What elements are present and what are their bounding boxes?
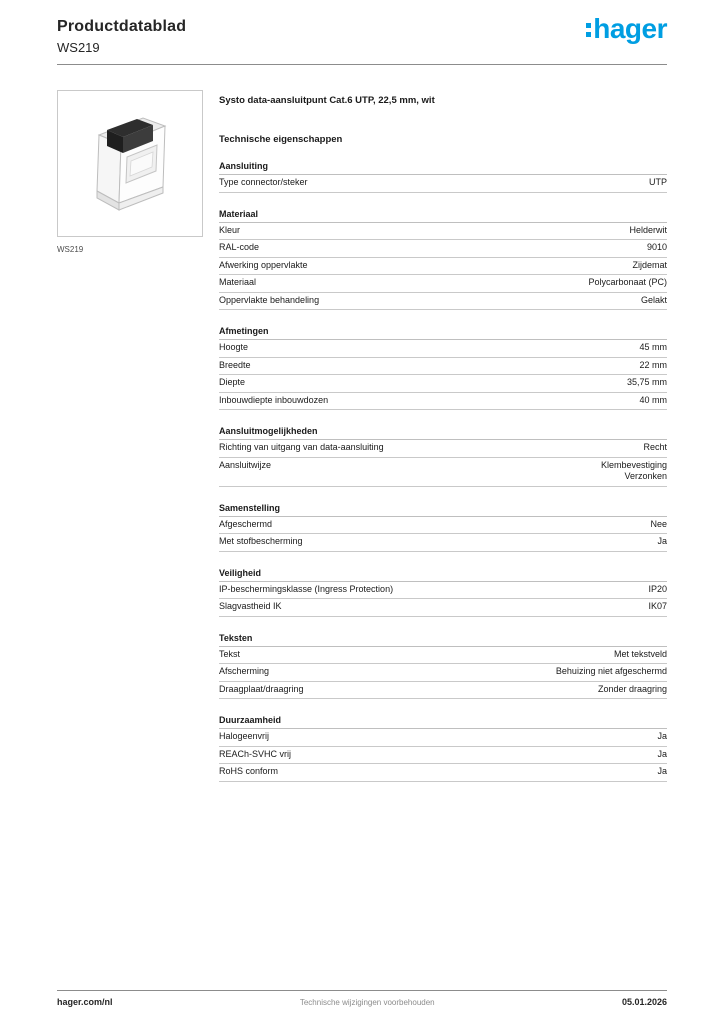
spec-section — [219, 323, 667, 410]
spec-row — [219, 747, 667, 765]
spec-row — [219, 340, 667, 358]
footer-disclaimer: Technische wijzigingen voorbehouden — [299, 998, 435, 1007]
section-heading: Aansluitmogelijkheden — [219, 423, 667, 440]
spec-row — [219, 393, 667, 411]
spec-row — [219, 293, 667, 311]
spec-values — [657, 749, 667, 761]
footer-date: 05.01.2026 — [621, 997, 667, 1007]
section-heading: Samenstelling — [219, 500, 667, 517]
spec-values — [614, 649, 667, 661]
section-heading: Aansluiting — [219, 158, 667, 175]
spec-label: Afgeschermd — [219, 518, 273, 529]
spec-row — [219, 358, 667, 376]
spec-label: Richting van uitgang van data-aansluiting — [219, 442, 384, 452]
spec-row — [219, 458, 667, 487]
page-footer — [57, 997, 667, 1007]
spec-value: Recht — [643, 442, 667, 452]
spec-label: Oppervlakte behandeling — [219, 294, 320, 305]
spec-values — [639, 342, 667, 354]
spec-value: Helderwit — [629, 224, 667, 235]
spec-value: Ja — [657, 748, 667, 759]
spec-row — [219, 664, 667, 682]
header-titles — [57, 18, 186, 55]
spec-values — [643, 442, 667, 454]
spec-label: Kleur — [219, 224, 241, 235]
section-heading: Duurzaamheid — [219, 712, 667, 729]
spec-label: IP-beschermingsklasse (Ingress Protection) — [219, 583, 394, 594]
spec-value: Ja — [657, 766, 667, 776]
spec-values — [639, 360, 667, 372]
spec-value: Behuizing niet afgeschermd — [555, 666, 667, 676]
spec-value: Ja — [657, 536, 667, 546]
spec-values — [647, 242, 667, 254]
spec-values — [657, 766, 667, 778]
spec-values — [627, 377, 667, 389]
spec-section — [219, 712, 667, 782]
spec-row — [219, 682, 667, 700]
spec-values — [601, 460, 667, 483]
spec-value: Nee — [650, 518, 667, 529]
spec-values — [588, 277, 667, 289]
content-area — [57, 90, 667, 782]
spec-label: Met stofbescherming — [219, 536, 303, 546]
spec-label: Type connector/steker — [219, 177, 308, 187]
spec-value: Polycarbonaat (PC) — [588, 277, 667, 287]
section-heading: Teksten — [219, 630, 667, 647]
spec-label: Tekst — [219, 648, 241, 659]
spec-values — [657, 731, 667, 743]
product-reference: WS219 — [57, 40, 100, 55]
footer-divider — [57, 990, 667, 991]
spec-row — [219, 440, 667, 458]
spec-label: Afwerking oppervlakte — [219, 259, 308, 270]
spec-label: Halogeenvrij — [219, 731, 270, 741]
spec-row — [219, 517, 667, 535]
specs-heading: Technische eigenschappen — [219, 134, 343, 145]
product-title: Systo data-aansluitpunt Cat.6 UTP, 22,5 mm, wit — [219, 95, 435, 106]
spec-label: RoHS conform — [219, 766, 279, 776]
spec-value: UTP — [649, 177, 667, 187]
spec-section — [219, 500, 667, 552]
spec-values — [648, 584, 667, 596]
spec-value: Zonder draagring — [597, 683, 667, 694]
spec-label: Slagvastheid IK — [219, 601, 282, 611]
spec-section — [219, 206, 667, 311]
spec-values — [598, 684, 667, 696]
spec-row — [219, 599, 667, 617]
product-image-caption: WS219 — [57, 245, 84, 254]
product-illustration-icon — [69, 103, 191, 225]
page-header — [57, 13, 667, 55]
spec-row — [219, 534, 667, 552]
spec-sections — [219, 158, 667, 782]
spec-row — [219, 647, 667, 665]
spec-row — [219, 582, 667, 600]
hager-logo-text: hager — [593, 13, 667, 44]
spec-values — [641, 295, 667, 307]
footer-website-link[interactable]: hager.com/nl — [57, 997, 113, 1007]
spec-values — [632, 260, 667, 272]
spec-section — [219, 158, 667, 193]
spec-value: IK07 — [648, 601, 667, 611]
spec-label: REACh-SVHC vrij — [219, 748, 292, 759]
spec-values — [650, 519, 667, 531]
spec-label: Diepte — [219, 377, 246, 387]
section-heading: Veiligheid — [219, 565, 667, 582]
spec-section — [219, 565, 667, 617]
hager-logo — [586, 13, 667, 44]
spec-label: Inbouwdiepte inbouwdozen — [219, 394, 329, 405]
header-divider — [57, 64, 667, 65]
product-image — [57, 90, 203, 237]
spec-value: Verzonken — [624, 471, 667, 481]
spec-row — [219, 275, 667, 293]
spec-row — [219, 375, 667, 393]
spec-row — [219, 240, 667, 258]
section-heading: Afmetingen — [219, 323, 667, 340]
spec-row — [219, 175, 667, 193]
spec-label: Hoogte — [219, 342, 249, 352]
spec-value: Met tekstveld — [613, 648, 667, 659]
spec-values — [556, 666, 667, 678]
spec-value: Gelakt — [640, 294, 667, 305]
document-title: Productdatablad — [57, 18, 187, 35]
spec-value: IP20 — [648, 583, 667, 594]
spec-label: RAL-code — [219, 242, 260, 252]
spec-section — [219, 423, 667, 487]
spec-label: Afscherming — [219, 666, 270, 676]
spec-value: Zijdemat — [632, 259, 667, 270]
spec-value: Klembevestiging — [600, 459, 667, 470]
spec-row — [219, 764, 667, 782]
spec-value: 45 mm — [639, 342, 667, 352]
section-heading: Materiaal — [219, 206, 667, 223]
spec-values — [649, 177, 667, 189]
spec-values — [648, 601, 667, 613]
spec-values — [629, 225, 667, 237]
spec-label: Breedte — [219, 359, 251, 370]
spec-section — [219, 630, 667, 700]
spec-label: Draagplaat/draagring — [219, 683, 304, 694]
spec-value: 9010 — [646, 242, 667, 252]
spec-label: Aansluitwijze — [219, 459, 272, 470]
spec-row — [219, 223, 667, 241]
spec-values — [657, 536, 667, 548]
spec-value: 35,75 mm — [626, 377, 667, 387]
spec-value: 22 mm — [639, 359, 667, 370]
spec-value: Ja — [657, 731, 667, 741]
hager-logo-colon-icon — [586, 23, 591, 37]
spec-values — [639, 395, 667, 407]
spec-label: Materiaal — [219, 277, 257, 287]
spec-row — [219, 729, 667, 747]
product-figure — [57, 90, 203, 782]
spec-value: 40 mm — [639, 394, 667, 405]
specs-column — [219, 90, 667, 782]
spec-row — [219, 258, 667, 276]
